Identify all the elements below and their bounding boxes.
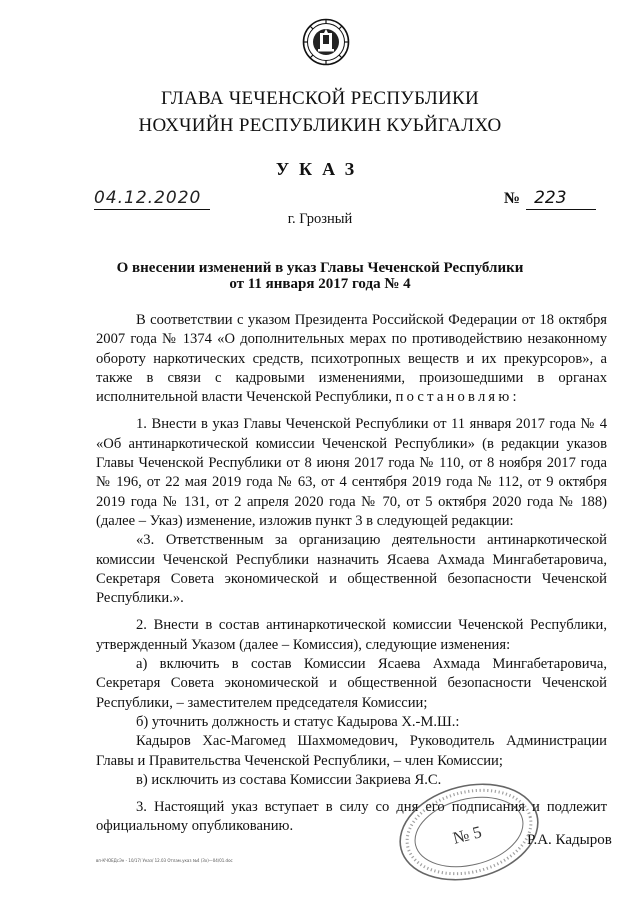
paragraph-2-item-b-detail: Кадыров Хас-Магомед Шахмомедович, Руководитель Администрации Главы и Правительства Чеченской Республики, – член Комиссии; [96, 733, 607, 769]
signatory-name: Р.А. Кадыров [527, 832, 612, 848]
decree-verb: постановляю: [395, 389, 520, 406]
number-sign: № [504, 190, 521, 207]
preamble-text: В соответствии с указом Президента Российской Федерации от 18 октября 2007 года № 1374 «О дополнительных мерах по противодействию незаконному обороту наркотических средств, психотропных веществ и их прекурсоров», а также в связи с кадровыми изменениями, произошедшими в органах исполнительной власти Чеченской Республики, [96, 312, 607, 406]
decree-title-line-2: от 11 января 2017 года № 4 [229, 276, 411, 292]
file-reference-code: вп-КЧОЕДсЭн - 10/17/ Указ/ 12.03 Отлам.указ №4 (Зх)—04/01.doc [96, 858, 233, 863]
issue-city: г. Грозный [287, 211, 353, 227]
decree-title-line-1: О внесении изменений в указ Главы Чеченской Республики [116, 260, 524, 276]
decree-number: 223 [526, 187, 596, 210]
stamp-number: № 5 [450, 822, 484, 848]
document-type: УКАЗ [275, 159, 365, 179]
decree-title [95, 260, 545, 292]
paragraph-2-item-c: в) исключить из состава Комиссии Закриева Я.С. [136, 771, 442, 788]
authority-name-russian: ГЛАВА ЧЕЧЕНСКОЙ РЕСПУБЛИКИ [160, 88, 480, 109]
paragraph-1-quote: «3. Ответственным за организацию деятельности антинаркотической комиссии Чеченской Республики назначить Ясаева Ахмада Мингабетаровича, Секретаря Совета экономической и общественной безопасности Чеченской Республики.». [96, 532, 607, 607]
paragraph-2-item-a: а) включить в состав Комиссии Ясаева Ахмада Мингабетаровича, Секретаря Совета экономической и общественной безопасности Чеченской Республики, – заместителем председателя Комиссии; [96, 656, 607, 711]
paragraph-1: 1. Внести в указ Главы Чеченской Республики от 11 января 2017 года № 4 «Об антинаркотической комиссии Чеченской Республики» (в редакции указов Главы Чеченской Республики от 8 июня 2017 года № 110, от 8 ноября 2017 года № 196, от 22 мая 2019 года № 63, от 4 сентября 2019 года № 112, от 9 октября 2019 года № 131, от 2 апреля 2020 года № 70, от 5 октября 2020 года № 188) (далее – Указ) изменение, изложив пункт 3 в следующей редакции: [96, 416, 607, 529]
official-stamp [394, 780, 544, 885]
preamble-paragraph [96, 311, 607, 407]
paragraph-2: 2. Внести в состав антинаркотической комиссии Чеченской Республики, утвержденный Указом (далее – Комиссия), следующие изменения: [96, 617, 607, 653]
decree-date: 04.12.2020 [94, 187, 210, 210]
paragraph-3: 3. Настоящий указ вступает в силу со дня его подписания и подлежит официальному опубликованию. [96, 799, 607, 835]
decree-number-block [504, 187, 596, 210]
coat-of-arms-emblem [302, 18, 350, 66]
authority-name-chechen: НОХЧИЙН РЕСПУБЛИКИН КУЬЙГАЛХО [138, 115, 502, 136]
decree-body [96, 311, 607, 837]
paragraph-2-item-b: б) уточнить должность и статус Кадырова Х.-М.Ш.: [136, 713, 460, 730]
